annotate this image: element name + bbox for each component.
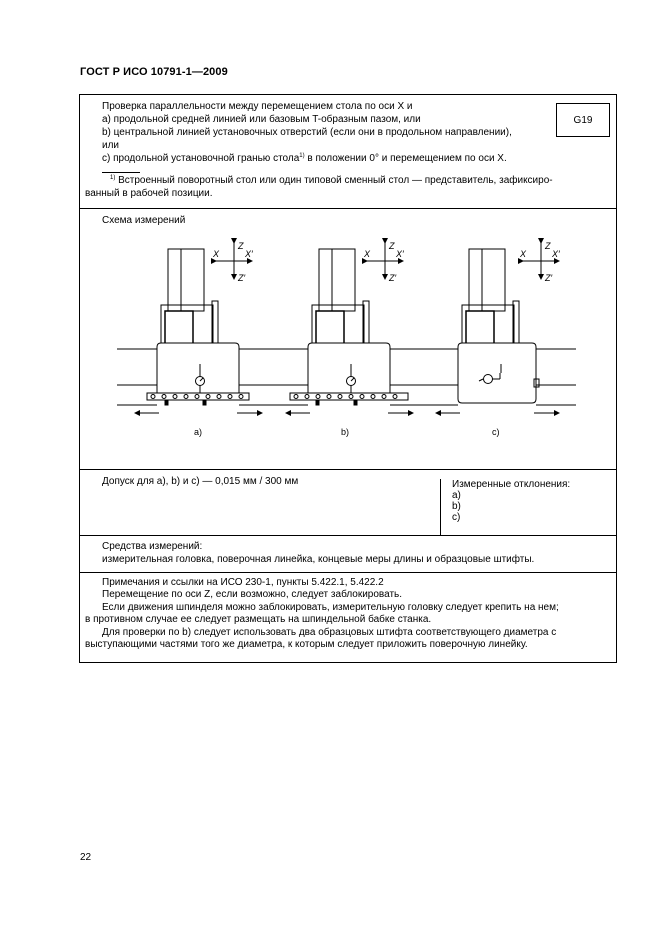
axis-label-xp-b: X′ [396,249,404,259]
axis-cross-a [212,241,253,283]
description-line-1: Проверка параллельности между перемещением стола по оси X и [102,101,413,112]
description-line-5-start: с) продольной установочной гранью стола [102,153,300,164]
footnote-ref: 1) [299,153,305,159]
diagram-section [80,209,616,469]
table-a [117,343,275,413]
axis-cross-c [519,241,560,283]
description-line-5 [102,153,507,165]
table-b [268,343,426,413]
description-line-4: или [102,140,120,151]
tolerance-column-divider [440,479,441,535]
instruments-title: Средства измерений: [102,541,203,552]
drawing-a [117,241,275,437]
page-number: 22 [80,852,92,863]
axis-label-z-a: Z [238,241,244,251]
notes-section [80,573,616,661]
notes-line-5: Для проверки по b) следует использовать два образцовых штифта соответствующего диаметра с [102,627,557,638]
axis-label-xp-a: X′ [245,249,253,259]
drawing-b [268,241,426,437]
axis-label-zp-a: Z′ [238,273,246,283]
description-line-5-end: в положении 0° и перемещением по оси X. [304,153,507,164]
caption-a: a) [194,427,203,437]
measured-item-b: b) [452,501,461,512]
axis-label-z-c: Z [545,241,551,251]
axis-cross-b [363,241,404,283]
footnote-line-1 [110,175,553,187]
notes-line-4: в противном случае ее следует размещать на шпиндельной бабке станка. [85,614,432,625]
description-line-2: a) продольной средней линией или базовым T-образным пазом, или [102,114,421,125]
footnote-marker: 1) [110,175,116,181]
axis-label-zp-b: Z′ [389,273,397,283]
instruments-section [80,536,616,571]
axis-label-xp-c: X′ [552,249,560,259]
test-sheet-table [79,94,617,663]
description-line-3: b) центральной линией установочных отверстий (если они в продольном направлении), [102,127,512,138]
axis-label-x-b: X [364,249,371,259]
document-header: ГОСТ Р ИСО 10791-1—2009 [80,66,228,78]
drawing-c [424,241,576,437]
footnote-text-1: Встроенный поворотный стол или один типовой сменный стол — представитель, зафиксиро- [115,175,553,186]
notes-line-6: выступающими частями того же диаметра, к которым следует приложить поверочную линейку. [85,639,528,650]
instruments-text: измерительная головка, поверочная линейка, концевые меры длины и образцовые штифты. [102,554,535,565]
measurement-diagram [80,209,616,469]
diagram-title: Схема измерений [102,215,186,226]
notes-line-1: Примечания и ссылки на ИСО 230-1, пункты 5.422.1, 5.422.2 [102,577,384,588]
tolerance-text: Допуск для а), b) и c) — 0,015 мм / 300 мм [102,476,299,487]
measured-item-c: c) [452,512,461,523]
test-code-box: G19 [556,103,610,137]
tolerance-section [80,470,616,535]
axis-label-x-c: X [520,249,527,259]
measured-item-a: a) [452,490,461,501]
notes-line-3: Если движения шпинделя можно заблокировать, измерительную головку следует крепить на нем; [102,602,559,613]
caption-b: b) [341,427,350,437]
footnote-line-2: ванный в рабочей позиции. [85,188,213,199]
measured-deviations-title: Измеренные отклонения: [452,479,571,490]
footnote-separator [102,172,140,173]
notes-line-2: Перемещение по оси Z, если возможно, следует заблокировать. [102,589,403,600]
axis-label-zp-c: Z′ [545,273,553,283]
axis-label-x-a: X [213,249,220,259]
axis-label-z-b: Z [389,241,395,251]
caption-c: c) [492,427,500,437]
test-description-section [80,95,616,208]
table-c [424,343,576,413]
